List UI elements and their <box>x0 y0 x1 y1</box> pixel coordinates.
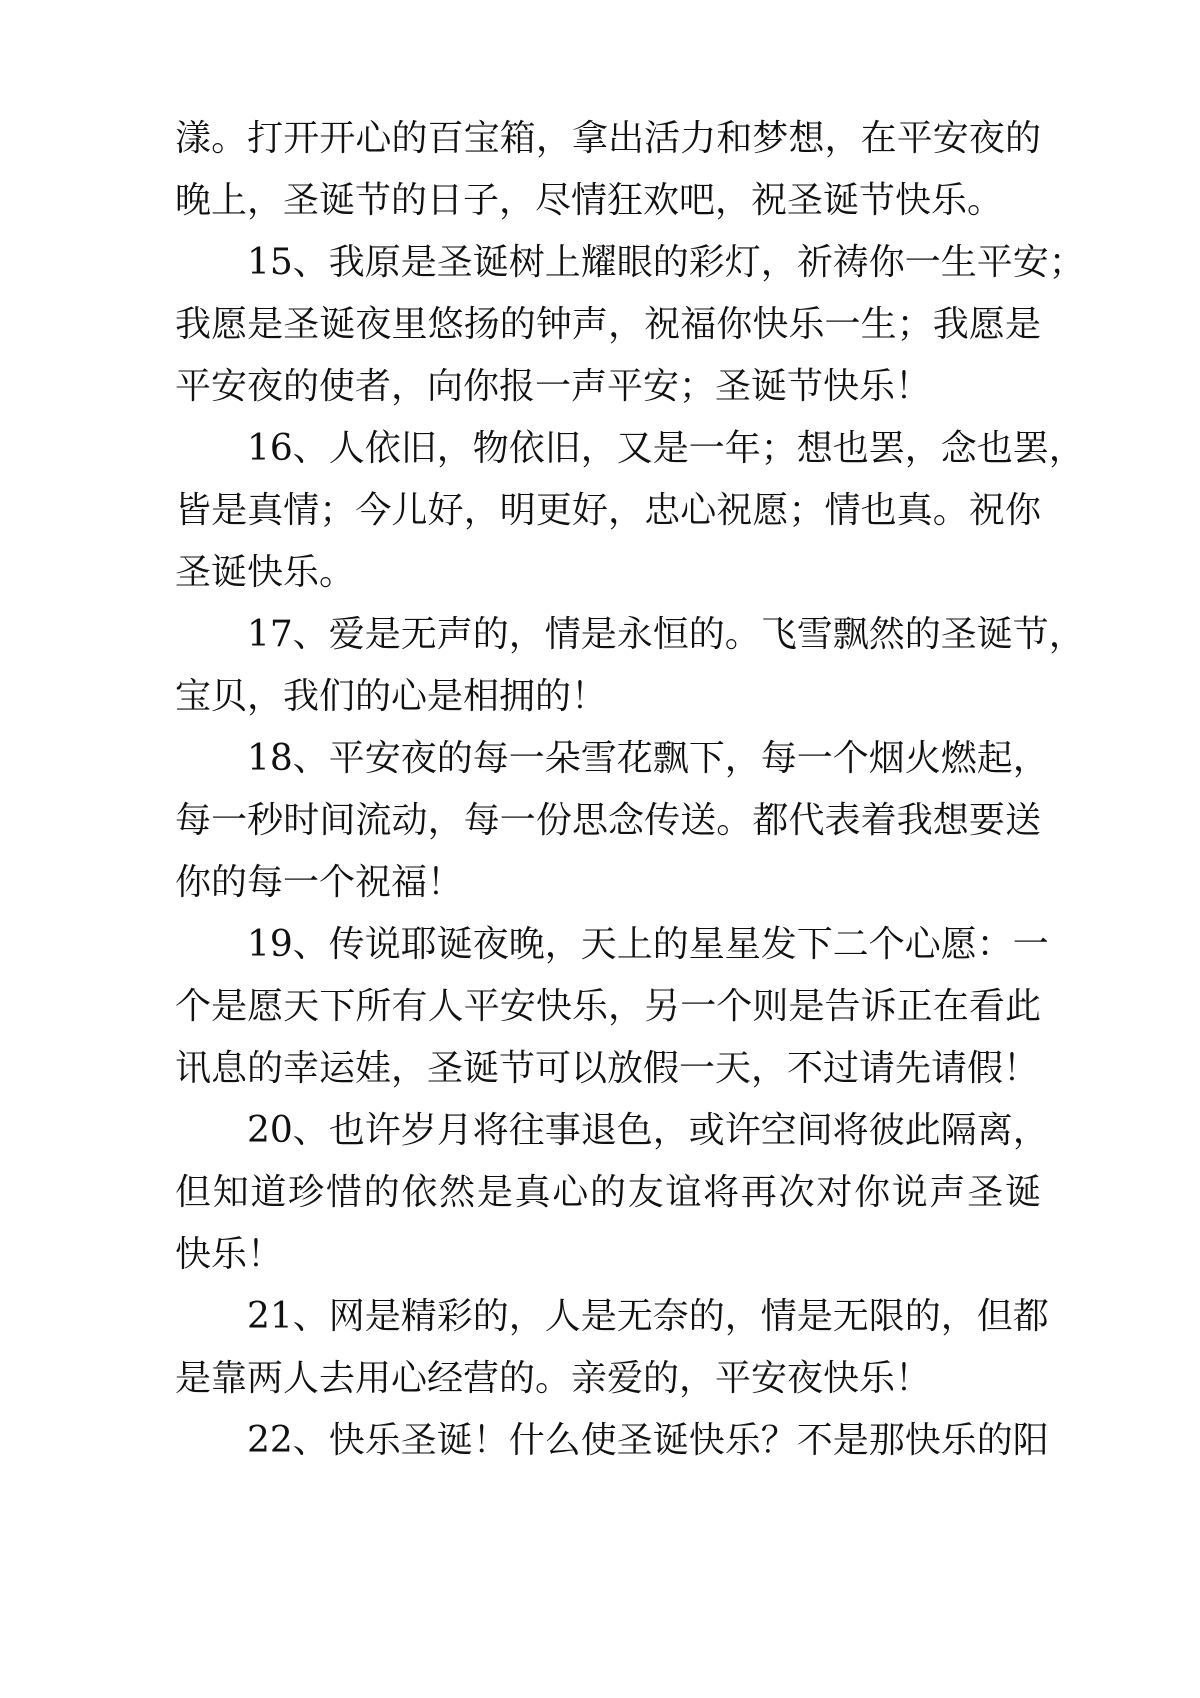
paragraph-start-15: 15、我原是圣诞树上耀眼的彩灯，祈祷你一生平安； <box>247 242 1085 283</box>
text-line: 快乐！ <box>175 1234 284 1275</box>
text-line: 你的每一个祝福！ <box>175 862 464 903</box>
paragraph-start-19: 19、传说耶诞夜晚，天上的星星发下二个心愿：一 <box>247 924 1049 965</box>
text-line: 皆是真情；今儿好，明更好，忠心祝愿；情也真。祝你 <box>175 490 1041 531</box>
text-line: 个是愿天下所有人平安快乐，另一个则是告诉正在看此 <box>175 986 1041 1027</box>
paragraph-start-18: 18、平安夜的每一朵雪花飘下，每一个烟火燃起， <box>247 738 1049 779</box>
paragraph-start-21: 21、网是精彩的，人是无奈的，情是无限的，但都 <box>247 1296 1049 1337</box>
text-line: 但知道珍惜的依然是真心的友谊将再次对你说声圣诞 <box>175 1172 1041 1213</box>
text-line: 圣诞快乐。 <box>175 552 356 593</box>
paragraph-start-17: 17、爱是无声的，情是永恒的。飞雪飘然的圣诞节， <box>247 614 1085 655</box>
text-line: 宝贝，我们的心是相拥的！ <box>175 676 608 717</box>
text-line: 讯息的幸运娃，圣诞节可以放假一天，不过请先请假！ <box>175 1048 1040 1089</box>
paragraph-start-22: 22、快乐圣诞！什么使圣诞快乐？不是那快乐的阳 <box>247 1420 1049 1461</box>
text-line: 我愿是圣诞夜里悠扬的钟声，祝福你快乐一生；我愿是 <box>175 304 1041 345</box>
text-line: 是靠两人去用心经营的。亲爱的，平安夜快乐！ <box>175 1358 932 1399</box>
document-body <box>175 108 1085 1472</box>
text-line: 漾。打开开心的百宝箱，拿出活力和梦想，在平安夜的 <box>175 118 1041 159</box>
text-line: 每一秒时间流动，每一份思念传送。都代表着我想要送 <box>175 800 1041 841</box>
text-line: 晚上，圣诞节的日子，尽情狂欢吧，祝圣诞节快乐。 <box>175 180 1004 221</box>
paragraph-start-20: 20、也许岁月将往事退色，或许空间将彼此隔离， <box>247 1110 1049 1151</box>
text-line: 平安夜的使者，向你报一声平安；圣诞节快乐！ <box>175 366 932 407</box>
paragraph-start-16: 16、人依旧，物依旧，又是一年；想也罢，念也罢， <box>247 428 1085 469</box>
